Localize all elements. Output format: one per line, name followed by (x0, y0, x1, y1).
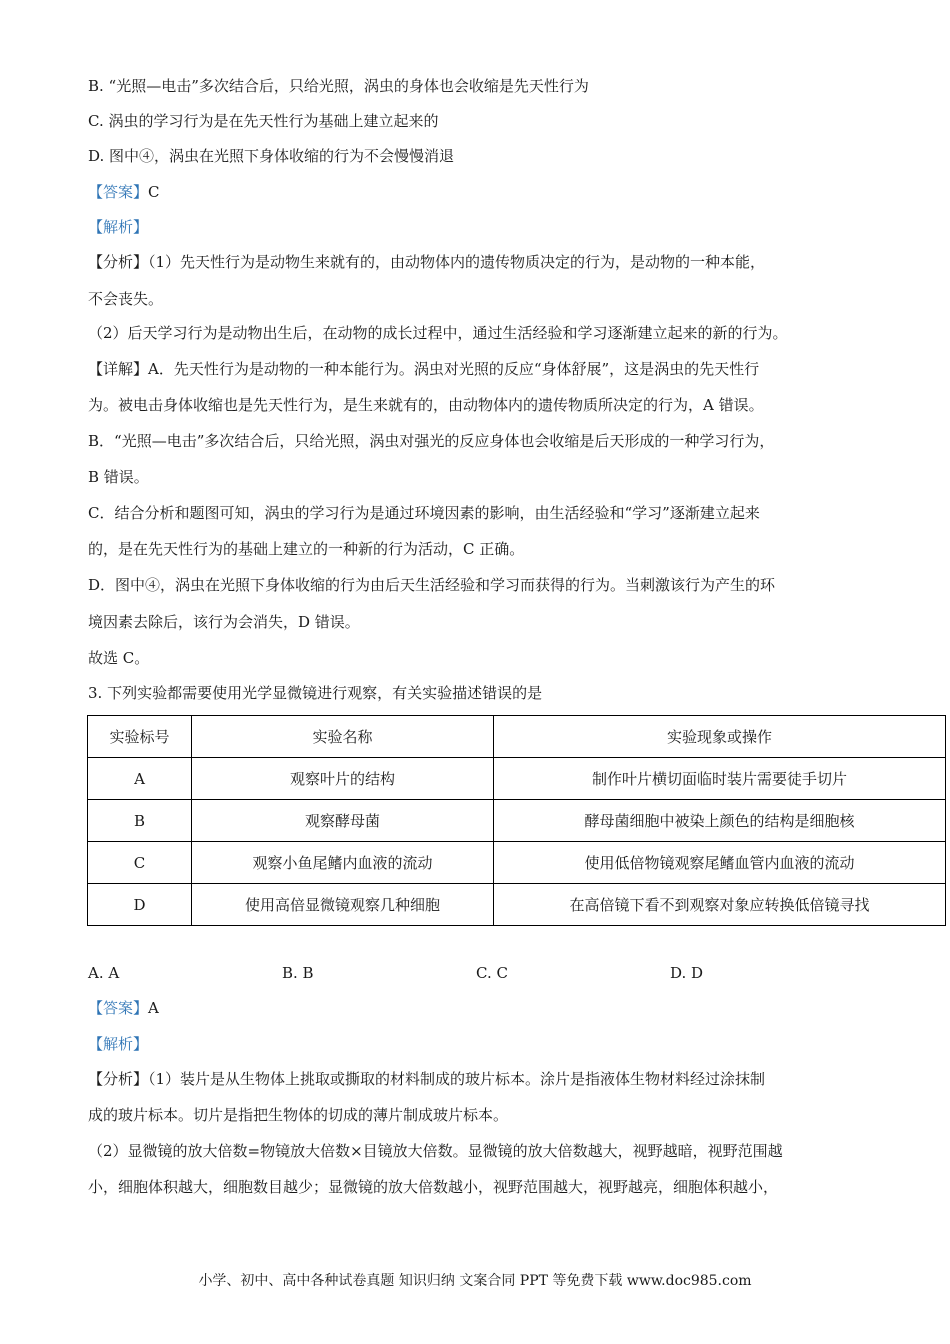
table-cell: D (88, 884, 192, 926)
analysis-line: 境因素去除后，该行为会消失，D 错误。 (88, 613, 360, 631)
analysis-line: 的，是在先天性行为的基础上建立的一种新的行为活动，C 正确。 (88, 540, 525, 558)
table-cell: 制作叶片横切面临时装片需要徒手切片 (494, 758, 946, 800)
analysis-line: 小，细胞体积越大，细胞数目越少；显微镜的放大倍数越小，视野范围越大，视野越亮，细胞体积越小， (88, 1178, 779, 1196)
analysis-line: 不会丧失。 (88, 290, 164, 308)
table-row (88, 842, 946, 884)
experiment-table (87, 715, 946, 926)
analysis-line: C．结合分析和题图可知，涡虫的学习行为是通过环境因素的影响，由生活经验和“学习”逐渐建立起来 (88, 504, 760, 522)
answer-tag: 【答案】 (88, 183, 149, 201)
analysis-line: 成的玻片标本。切片是指把生物体的切成的薄片制成玻片标本。 (88, 1106, 509, 1124)
option-c-text: C. 涡虫的学习行为是在先天性行为基础上建立起来的 (88, 112, 439, 130)
table-cell: 使用高倍显微镜观察几种细胞 (192, 884, 494, 926)
answer-line-1 (88, 182, 160, 202)
table-cell: 观察酵母菌 (192, 800, 494, 842)
jiexi-tag: 【解析】 (88, 218, 149, 236)
table-cell: A (88, 758, 192, 800)
table-row (88, 758, 946, 800)
table-cell: 观察小鱼尾鳍内血液的流动 (192, 842, 494, 884)
table-row (88, 800, 946, 842)
choice-c: C. C (476, 964, 508, 982)
table-cell: 观察叶片的结构 (192, 758, 494, 800)
analysis-line: B 错误。 (88, 468, 149, 486)
table-cell: B (88, 800, 192, 842)
choice-b: B. B (282, 964, 314, 982)
analysis-line: （2）后天学习行为是动物出生后，在动物的成长过程中，通过生活经验和学习逐渐建立起来的新的行为。 (88, 324, 788, 342)
table-header-row (88, 716, 946, 758)
analysis-line: 【详解】A．先天性行为是动物的一种本能行为。涡虫对光照的反应“身体舒展”，这是涡虫的先天性行 (88, 360, 760, 378)
analysis-line: 【分析】（1）装片是从生物体上挑取或撕取的材料制成的玻片标本。涂片是指液体生物材料经过涂抹制 (88, 1070, 766, 1088)
jiexi-tag: 【解析】 (88, 1035, 149, 1053)
option-d-text: D. 图中④，涡虫在光照下身体收缩的行为不会慢慢消退 (88, 147, 455, 165)
question-3: 3. 下列实验都需要使用光学显微镜进行观察，有关实验描述错误的是 (88, 684, 543, 702)
table-header-cell: 实验标号 (88, 716, 192, 758)
analysis-line: 为。被电击身体收缩也是先天性行为，是生来就有的，由动物体内的遗传物质所决定的行为，A 错误。 (88, 396, 764, 414)
table-header-cell: 实验现象或操作 (494, 716, 946, 758)
choice-d: D. D (670, 964, 704, 982)
answer-value: C (148, 183, 160, 201)
choice-a: A. A (88, 964, 120, 982)
answer-line-2 (88, 998, 159, 1018)
table-row (88, 884, 946, 926)
option-b-text: B. “光照—电击”多次结合后，只给光照，涡虫的身体也会收缩是先天性行为 (88, 77, 589, 95)
table-cell: 使用低倍物镜观察尾鳍血管内血液的流动 (494, 842, 946, 884)
table-cell: C (88, 842, 192, 884)
analysis-line: 【分析】（1）先天性行为是动物生来就有的，由动物体内的遗传物质决定的行为，是动物的一种本能， (88, 253, 766, 271)
answer-tag: 【答案】 (88, 999, 149, 1017)
page-footer: 小学、初中、高中各种试卷真题 知识归纳 文案合同 PPT 等免费下载 www.doc985.com (198, 1273, 752, 1289)
analysis-line: 故选 C。 (88, 649, 150, 667)
analysis-line: （2）显微镜的放大倍数=物镜放大倍数×目镜放大倍数。显微镜的放大倍数越大，视野越暗，视野范围越 (88, 1142, 783, 1160)
analysis-line: D．图中④，涡虫在光照下身体收缩的行为由后天生活经验和学习而获得的行为。当刺激该行为产生的环 (88, 576, 776, 594)
answer-value: A (148, 999, 159, 1017)
table-cell: 在高倍镜下看不到观察对象应转换低倍镜寻找 (494, 884, 946, 926)
analysis-line: B．“光照—电击”多次结合后，只给光照，涡虫对强光的反应身体也会收缩是后天形成的一种学习行为， (88, 432, 775, 450)
table-cell: 酵母菌细胞中被染上颜色的结构是细胞核 (494, 800, 946, 842)
table-header-cell: 实验名称 (192, 716, 494, 758)
